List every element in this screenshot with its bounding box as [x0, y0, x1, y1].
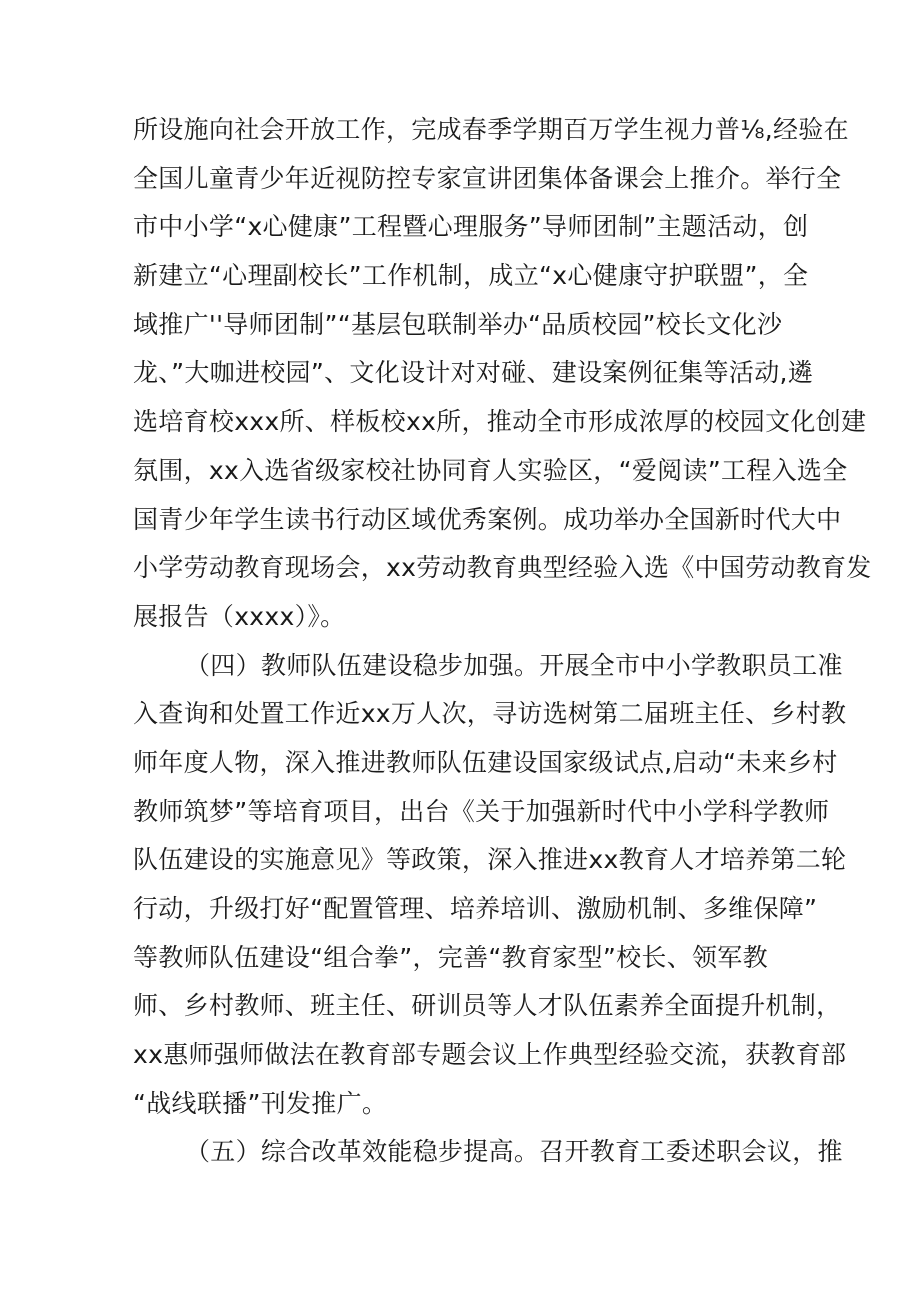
- text-line: 域推广''导师团制”“基层包联制举办“品质校园”校长文化沙: [133, 309, 783, 339]
- text-line: 所设施向社会开放工作，完成春季学期百万学生视力普⅛,经验在: [133, 115, 849, 144]
- text-line: 展报告（xxxx）》。: [133, 601, 346, 631]
- text-line: 队伍建设的实施意见》等政策，深入推进xx教育人才培养第二轮: [133, 845, 847, 875]
- text-line: 氛围，xx入选省级家校社协同育人实验区，“爱阅读”工程入选全: [133, 455, 848, 485]
- text-line: 入查询和处置工作近xx万人次，寻访选树第二届班主任、乡村教: [133, 699, 847, 729]
- text-line: 新建立“心理副校长”工作机制，成立“x心健康守护联盟”，全: [133, 261, 809, 291]
- text-line: 师年度人物，深入推进教师队伍建设国家级试点,启动“未来乡村: [133, 747, 838, 777]
- text-line: 龙、”大咖进校园”、文化设计对对碰、建设案例征集等活动,遴: [133, 358, 814, 388]
- text-line: 教师筑梦”等培育项目，出台《关于加强新时代中小学科学教师: [133, 796, 830, 826]
- text-line: 行动，升级打好“配置管理、培养培训、激励机制、多维保障”: [133, 894, 818, 923]
- document-body: [133, 106, 872, 1177]
- text-line: 小学劳动教育现场会，xx劳动教育典型经验入选《中国劳动教育发: [133, 553, 872, 583]
- text-line: 等教师队伍建设“组合拳”，完善“教育家型”校长、领军教: [133, 942, 768, 972]
- text-line: 选培育校xxx所、样板校xx所，推动全市形成浓厚的校园文化创建: [133, 407, 867, 437]
- text-line: “战线联播”刊发推广。: [133, 1088, 388, 1118]
- text-line: 师、乡村教师、班主任、研训员等人才队伍素养全面提升机制，: [133, 991, 842, 1021]
- section-heading-line: （四）教师队伍建设稳步加强。开展全市中小学教职员工准: [185, 650, 843, 680]
- text-line: 全国儿童青少年近视防控专家宣讲团集体备课会上推介。举行全: [133, 163, 842, 193]
- text-line: 市中小学“x心健康”工程暨心理服务”导师团制”主题活动，创: [133, 212, 809, 242]
- section-heading-line: （五）综合改革效能稳步提高。召开教育工委述职会议，推: [185, 1137, 843, 1167]
- text-line: 国青少年学生读书行动区域优秀案例。成功举办全国新时代大中: [133, 504, 842, 534]
- text-line: xx惠师强师做法在教育部专题会议上作典型经验交流，获教育部: [133, 1040, 847, 1070]
